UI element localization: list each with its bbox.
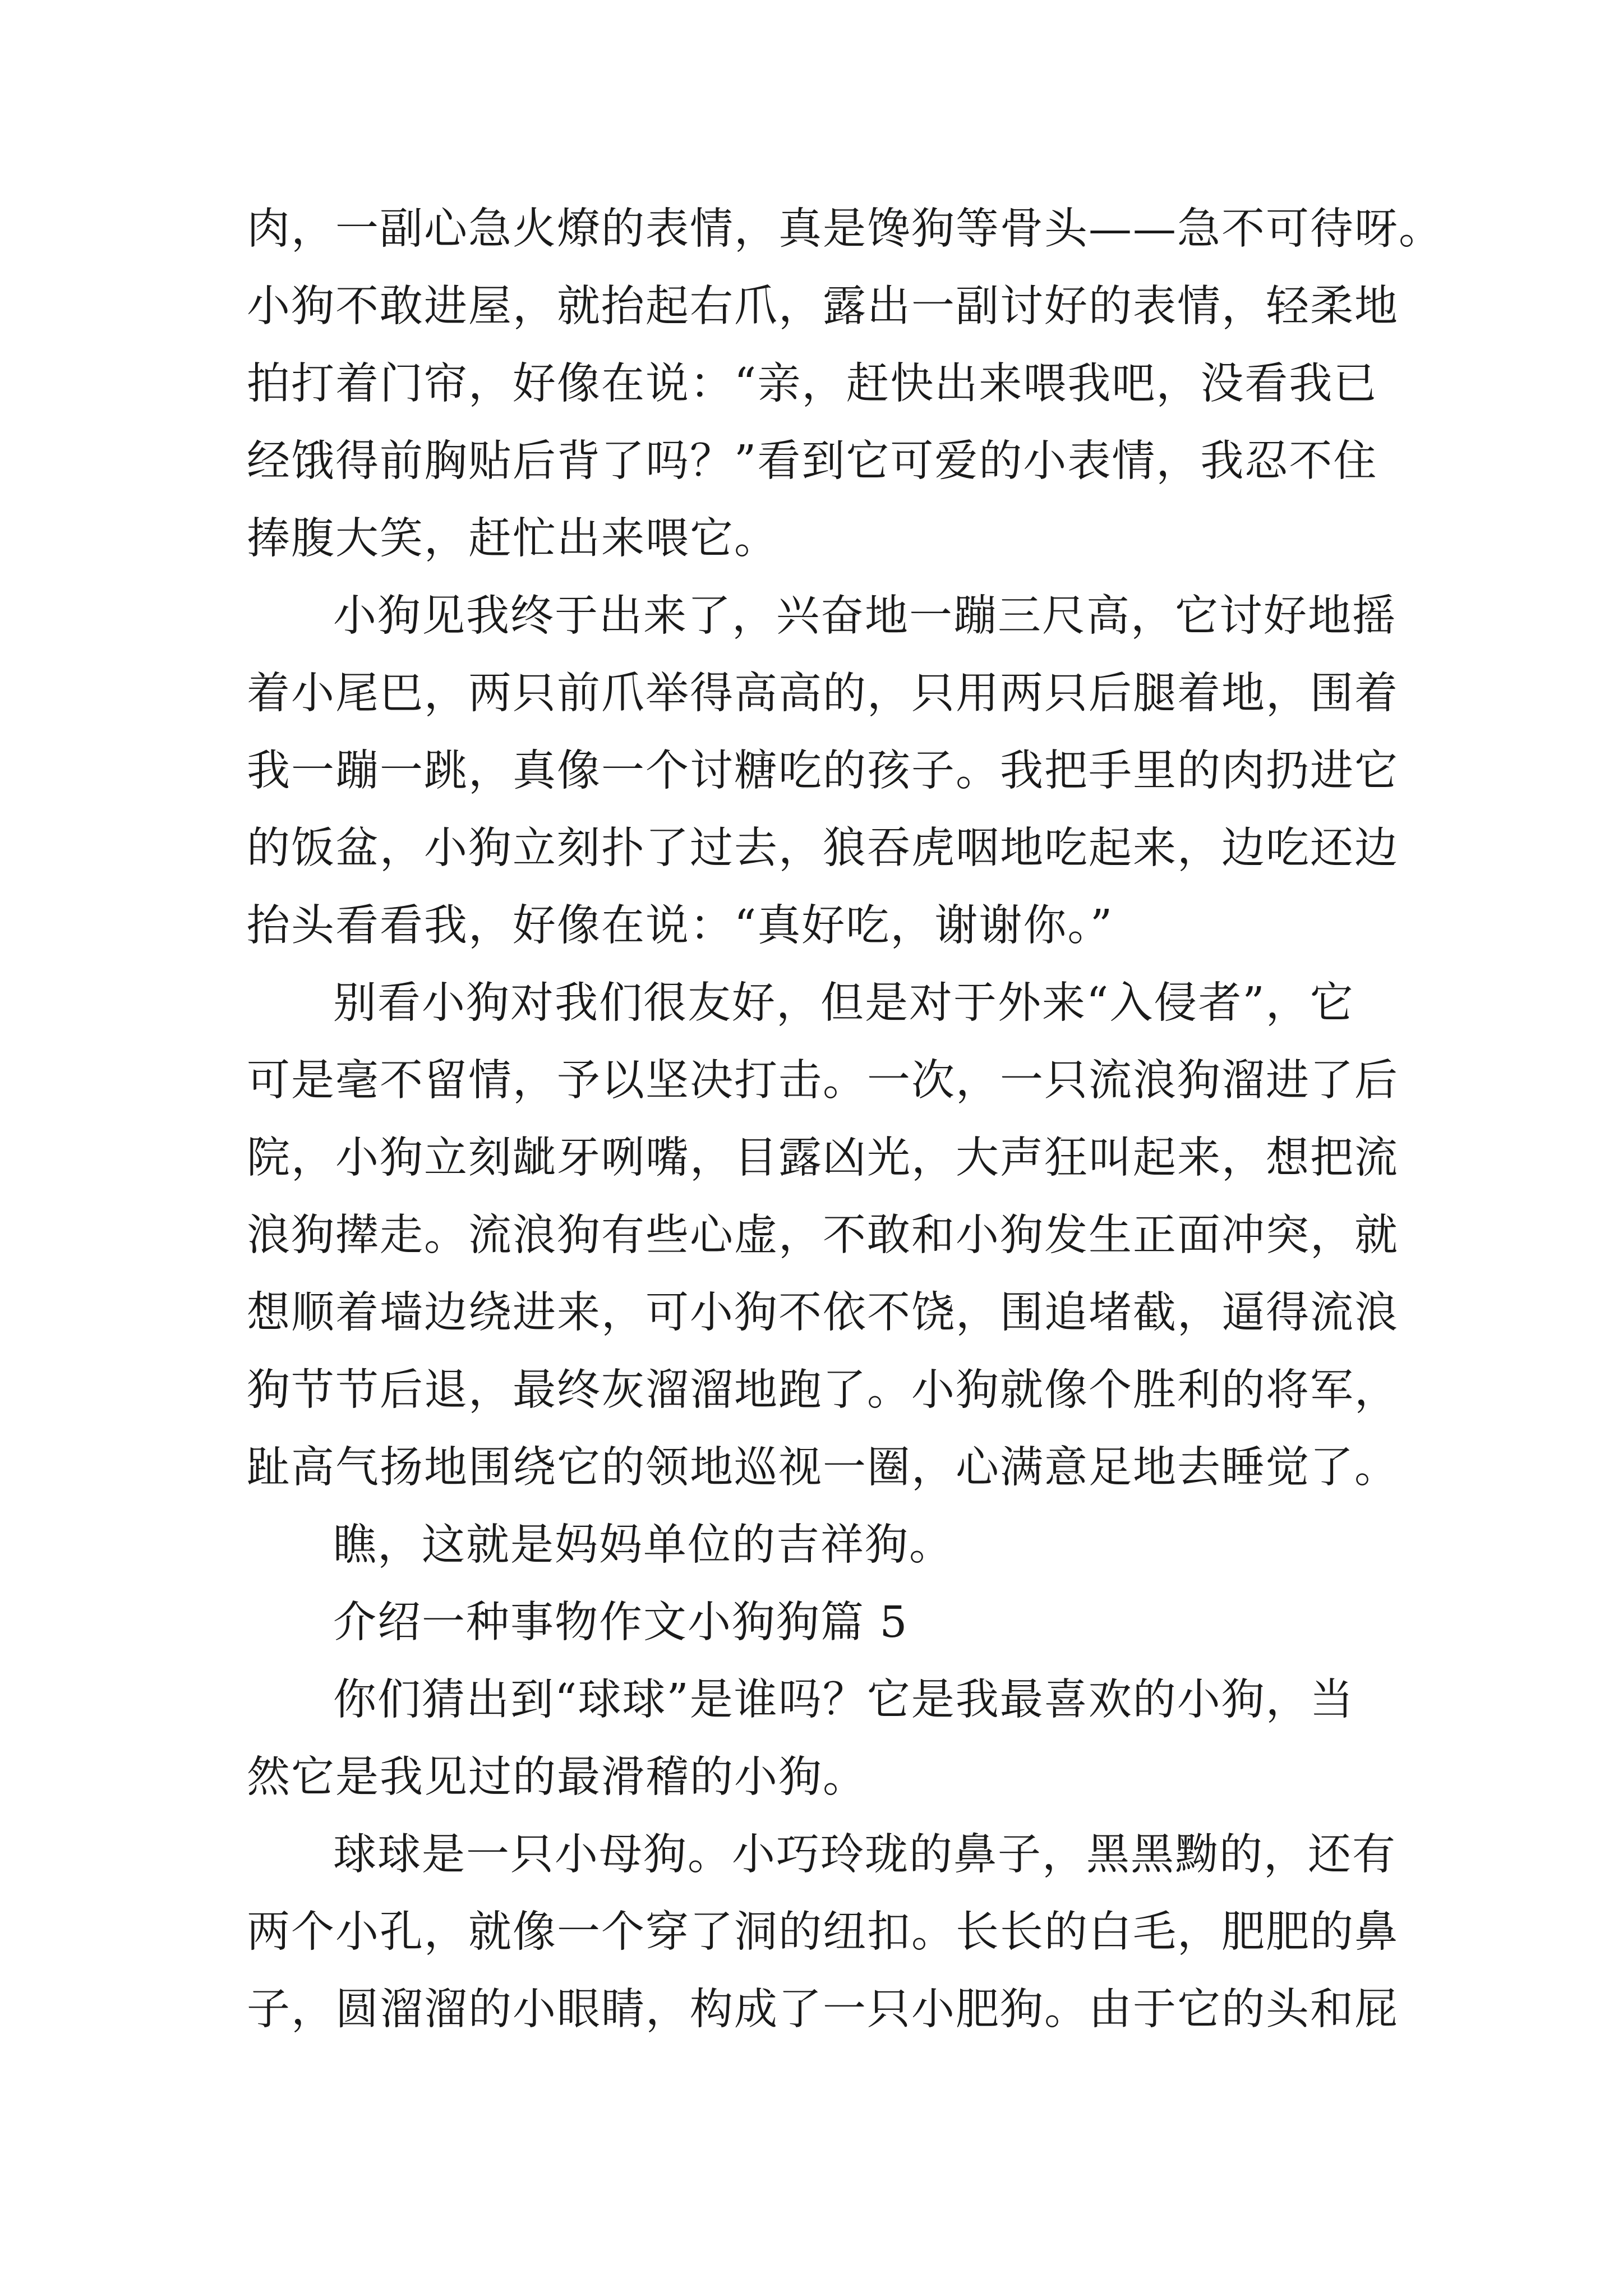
- text-line: 我一蹦一跳，真像一个讨糖吃的孩子。我把手里的肉扔进它: [247, 746, 1399, 796]
- text-line: 捧腹大笑，赶忙出来喂它。: [247, 514, 778, 564]
- text-line: 可是毫不留情，予以坚决打击。一次，一只流浪狗溜进了后: [247, 1056, 1399, 1106]
- paragraph-start-line: 小狗见我终于出来了，兴奋地一蹦三尺高，它讨好地摇: [333, 591, 1396, 641]
- paragraph-start-line: 瞧，这就是妈妈单位的吉祥狗。: [333, 1520, 953, 1570]
- text-line: 子，圆溜溜的小眼睛，构成了一只小肥狗。由于它的头和屁: [247, 1985, 1399, 2035]
- section-heading: 介绍一种事物作文小狗狗篇 5: [333, 1598, 909, 1648]
- text-line: 抬头看看我，好像在说：“真好吃，谢谢你。”: [247, 901, 1114, 951]
- text-line: 拍打着门帘，好像在说：“亲，赶快出来喂我吧，没看我已: [247, 359, 1378, 409]
- text-line: 浪狗撵走。流浪狗有些心虚，不敢和小狗发生正面冲突，就: [247, 1211, 1399, 1260]
- text-line: 趾高气扬地围绕它的领地巡视一圈，心满意足地去睡觉了。: [247, 1443, 1399, 1493]
- paragraph-start-line: 别看小狗对我们很友好，但是对于外来“入侵者”，它: [333, 978, 1354, 1028]
- text-line: 想顺着墙边绕进来，可小狗不依不饶，围追堵截，逼得流浪: [247, 1288, 1399, 1338]
- text-line: 两个小孔，就像一个穿了洞的纽扣。长长的白毛，肥肥的鼻: [247, 1907, 1399, 1957]
- text-line: 肉，一副心急火燎的表情，真是馋狗等骨头——急不可待呀。: [247, 204, 1443, 254]
- text-line: 然它是我见过的最滑稽的小狗。: [247, 1752, 867, 1802]
- text-line: 小狗不敢进屋，就抬起右爪，露出一副讨好的表情，轻柔地: [247, 282, 1399, 332]
- text-line: 狗节节后退，最终灰溜溜地跑了。小狗就像个胜利的将军，: [247, 1365, 1399, 1415]
- document-body: [247, 191, 1443, 2049]
- text-line: 经饿得前胸贴后背了吗？”看到它可爱的小表情，我忍不住: [247, 436, 1378, 486]
- paragraph-start-line: 你们猜出到“球球”是谁吗？它是我最喜欢的小狗，当: [333, 1675, 1354, 1725]
- text-line: 院，小狗立刻龇牙咧嘴，目露凶光，大声狂叫起来，想把流: [247, 1133, 1399, 1183]
- text-line: 着小尾巴，两只前爪举得高高的，只用两只后腿着地，围着: [247, 669, 1399, 719]
- paragraph-start-line: 球球是一只小母狗。小巧玲珑的鼻子，黑黑黝的，还有: [333, 1830, 1396, 1880]
- text-line: 的饭盆，小狗立刻扑了过去，狼吞虎咽地吃起来，边吃还边: [247, 823, 1399, 873]
